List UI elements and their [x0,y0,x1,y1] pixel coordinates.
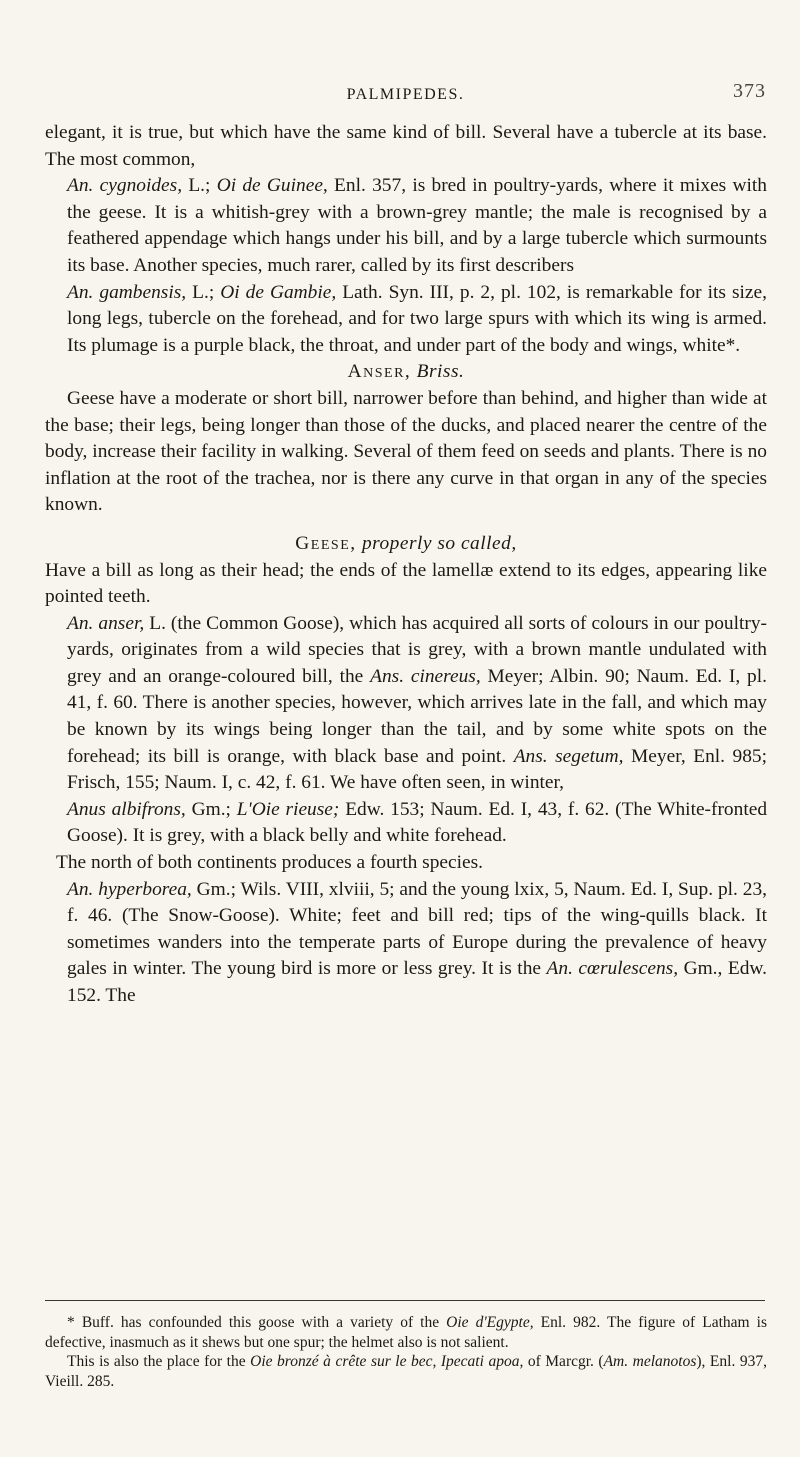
species-name: An. anser, [67,612,145,634]
species-vernacular: Oi de Gambie, [220,281,337,303]
paragraph-bill: Have a bill as long as their head; the ends of the lamellæ extend to its edges, appearing like pointed teeth. [45,559,767,608]
species-entry-cygnoides [45,173,767,279]
footnote-1 [45,1313,767,1352]
footnote-divider [45,1300,765,1301]
footnote-2 [45,1352,767,1391]
species-description-end: Gm., Edw. 152. The [67,958,768,1006]
footnote-text-end: Enl. 982. The figure of Latham is defective, inasmuch as it shews but one spur; the helmet also is not salient. [45,1314,767,1351]
species-description-cont: Meyer; Albin. 90; Naum. Ed. I, pl. 41, f. 60. There is another species, however, which arrives late in the fall, and which may be known by its wings being longer than the tail, and by some white spots on the forehead; its bill is orange, with black base and point. [67,665,767,767]
species-vernacular: Oi de Guinee, [216,175,328,197]
footnote-italic-2: Am. melanotos [603,1353,697,1370]
species-vernacular: L'Oie rieuse; [236,798,340,820]
section-heading-geese [45,531,767,558]
species-description: Lath. Syn. III, p. 2, pl. 102, is remarkable for its size, long legs, tubercle on the forehead, and for two large spurs with which its wing is armed. Its plumage is a purple black, the throat, and under part of the body and wings, white*. [67,281,767,356]
footnote-text-end: ), Enl. 937, Vieill. 285. [45,1353,767,1390]
footnote-text: * Buff. has confounded this goose with a variety of the [67,1314,447,1331]
footnotes [45,1313,767,1391]
species-entry-hyperborea [45,877,767,1010]
species-entry-gambensis [45,280,767,360]
species-description: Edw. 153; Naum. Ed. I, 43, f. 62. (The White-fronted Goose). It is grey, with a black belly and white forehead. [67,798,768,847]
paragraph-geese-description: Geese have a moderate or short bill, narrower before than behind, and higher than wide at the base; their legs, being longer than those of the ducks, and placed nearer the centre of the body, increase their facility in walking. Several of them feed on seeds and plants. There is no inflation at the root of the trachea, nor is there any curve in that organ in any of the species known. [45,387,767,516]
paragraph-continued: elegant, it is true, but which have the same kind of bill. Several have a tubercle at its base. The most common, [45,122,767,170]
species-name: An. hyperborea, [67,878,192,900]
footnote-italic: Oie d'Egypte, [446,1314,534,1331]
footnote-text: This is also the place for the [67,1353,251,1370]
footnote-italic: Oie bronzé à crête sur le bec, Ipecati apoa, [250,1353,524,1370]
species-description-end: Meyer, Enl. 985; Frisch, 155; Naum. I, c. 42, f. 61. We have often seen, in winter, [67,745,767,794]
page-header [45,80,766,114]
species-name-cinereus: Ans. cinereus, [370,665,481,687]
species-name-segetum: Ans. segetum, [513,745,624,767]
section-heading-anser [45,359,767,386]
species-name: An. cygnoides, [67,175,183,197]
species-description: Enl. 357, is bred in poultry-yards, where it mixes with the geese. It is a whitish-grey with a brown-grey mantle; the male is recognised by a feathered appendage which hangs under his bill, and by a large tubercle which surmounts its base. Another species, much rarer, called by its first describers [67,175,767,276]
species-name: Anus albifrons, [67,798,186,820]
species-name: An. gambensis, [67,281,187,303]
page-number: 373 [733,80,766,102]
heading-caps: Geese, [295,532,357,554]
paragraph-fourth-species: The north of both continents produces a fourth species. [56,852,484,874]
species-name-coerulescens: An. cœrulescens, [546,958,679,980]
heading-italic: Briss. [416,361,465,383]
footnote-text-mid: of Marcgr. ( [523,1353,604,1370]
species-entry-albifrons [45,797,767,850]
heading-italic: properly so called, [361,532,517,554]
running-head: PALMIPEDES. [346,86,465,103]
species-authority: L.; [186,281,221,303]
species-description: Gm.; Wils. VIII, xlviii, 5; and the young lxix, 5, Naum. Ed. I, Sup. pl. 23, f. 46. (The Snow-Goose). White; feet and bill red; tips of the wing-quills black. It sometimes wanders into the temperate parts of Europe during the prevalence of heavy gales in winter. The young bird is more or less grey. It is the [67,878,767,980]
species-authority: L.; [182,175,217,197]
main-text [45,120,767,1010]
heading-caps: Anser, [347,361,412,383]
species-authority: Gm.; [185,798,237,820]
species-description: L. (the Common Goose), which has acquired all sorts of colours in our poultry-yards, originates from a wild species that is grey, with a brown mantle undulated with grey and an orange-coloured bill, the [67,612,767,687]
species-entry-anser [45,611,767,797]
